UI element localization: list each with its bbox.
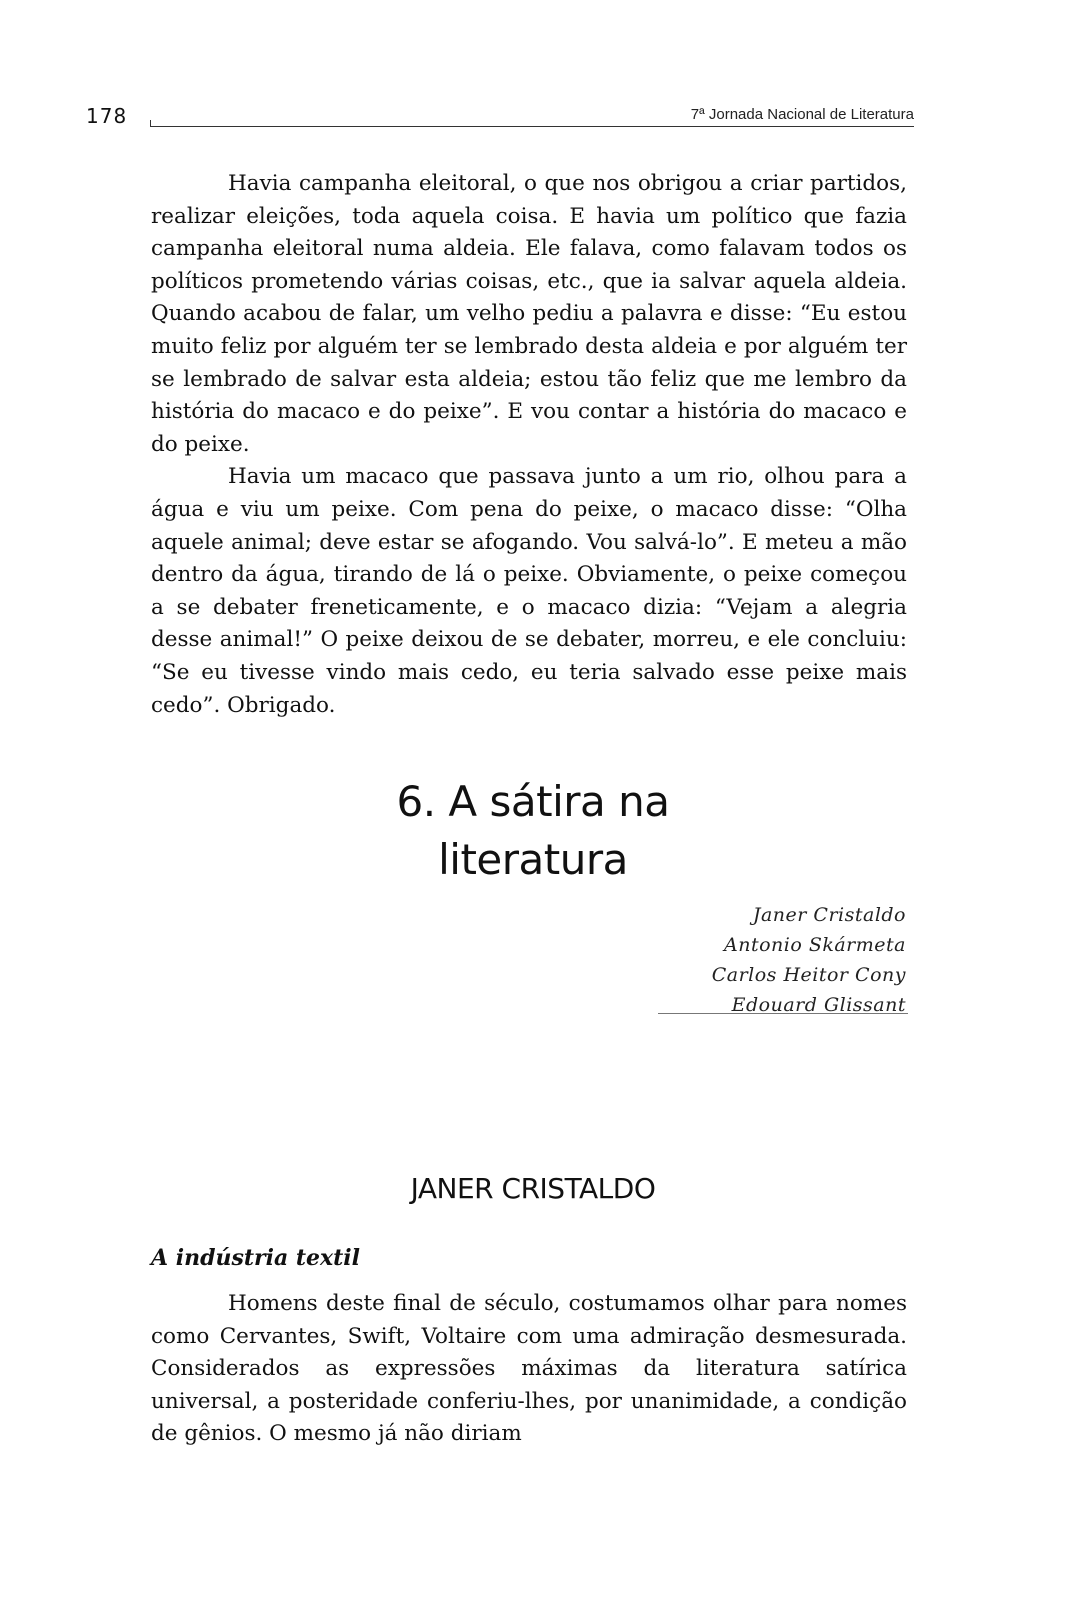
article-title: A indústria textil bbox=[151, 1245, 361, 1271]
top-text bbox=[151, 168, 907, 722]
header-rule bbox=[150, 126, 914, 127]
chapter-title bbox=[300, 773, 766, 889]
running-title: 7ª Jornada Nacional de Literatura bbox=[690, 106, 914, 123]
chapter-title-line-2: literatura bbox=[438, 835, 628, 884]
section-text bbox=[151, 1288, 907, 1451]
author-name: Antonio Skármeta bbox=[724, 934, 906, 956]
author-name: Carlos Heitor Cony bbox=[711, 964, 906, 986]
author-name: Edouard Glissant bbox=[731, 994, 906, 1016]
paragraph-2: Havia um macaco que passava junto a um rio, olhou para a água e viu um peixe. Com pena do peixe, o macaco disse: “Olha aquele animal; deve estar se afogando. Vou salvá-lo”. E meteu a mão dentro da água, tirando de lá o peixe. Obviamente, o peixe começou a se debater freneticamente, e o macaco dizia: “Vejam a alegria desse animal!” O peixe deixou de se debater, morreu, e ele concluiu: “Se eu tivesse vindo mais cedo, eu teria salvado esse peixe mais cedo”. Obrigado. bbox=[151, 464, 907, 718]
section-paragraph: Homens deste final de século, costumamos olhar para nomes como Cervantes, Swift, Voltaire com uma admiração desmesurada. Considerados as expressões máximas da literatura satírica universal, a posteridade conferiu-lhes, por unanimidade, a condição de gênios. O mesmo já não diriam bbox=[151, 1291, 907, 1447]
authors-rule bbox=[658, 1013, 908, 1014]
chapter-title-line-1: 6. A sátira na bbox=[396, 777, 670, 826]
paragraph-1: Havia campanha eleitoral, o que nos obrigou a criar partidos, realizar eleições, toda aquela coisa. E havia um político que fazia campanha eleitoral numa aldeia. Ele falava, como falavam todos os políticos prometendo várias coisas, etc., que ia salvar aquela aldeia. Quando acabou de falar, um velho pediu a palavra e disse: “Eu estou muito feliz por alguém ter se lembrado desta aldeia e por alguém ter se lembrado de salvar esta aldeia; estou tão feliz que me lembro da história do macaco e do peixe”. E vou contar a história do macaco e do peixe. bbox=[151, 171, 907, 457]
page-number: 178 bbox=[86, 104, 128, 128]
author-name: Janer Cristaldo bbox=[752, 904, 906, 926]
chapter-authors bbox=[712, 900, 906, 1020]
section-heading: JANER CRISTALDO bbox=[410, 1172, 656, 1205]
page-header bbox=[0, 0, 1066, 130]
